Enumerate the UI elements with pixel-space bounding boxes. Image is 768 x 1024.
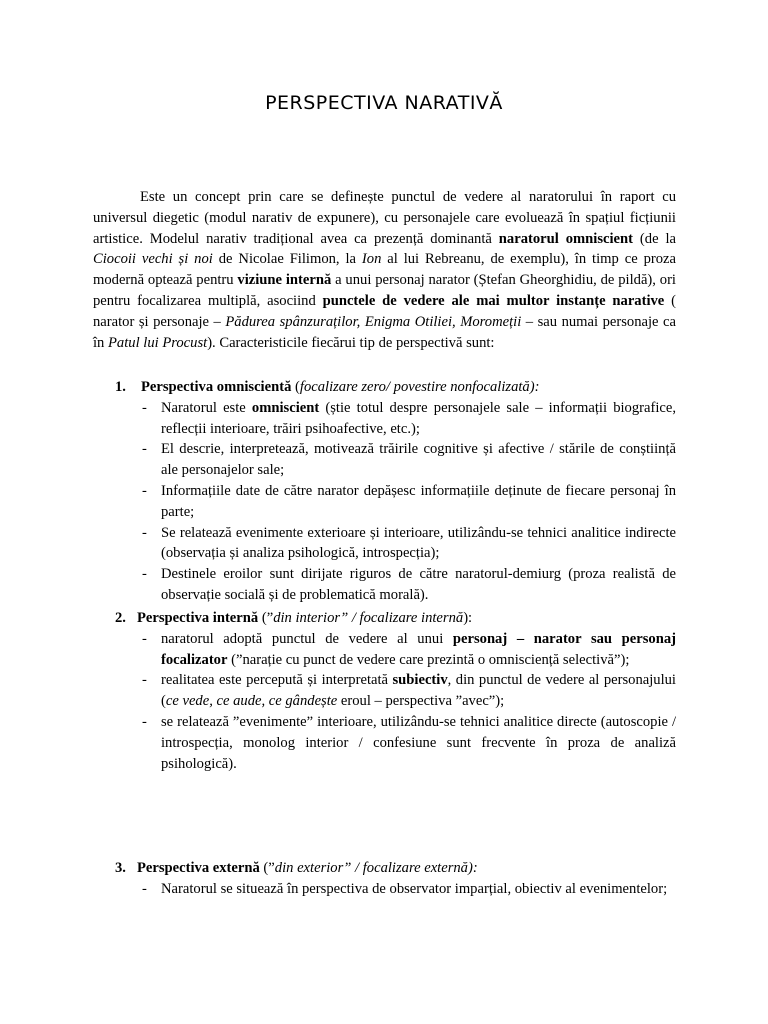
page-title: PERSPECTIVA NARATIVĂ [265,92,503,114]
item-text: Informațiile date de către narator depășesc informațiile deținute de fiecare personaj în parte; [161,482,676,520]
item-text: realitatea este percepută și interpretată [161,672,393,689]
section-heading [93,377,676,398]
intro-paragraph [93,187,676,353]
list-item [139,629,676,671]
intro-text: al lui Rebreanu, de exemplu), în timp ce proza modernă optează pentru [93,251,676,289]
section-heading [93,858,676,879]
intro-text: Este un concept prin care se definește punctul de vedere al naratorului în raport cu universul diegetic (modul narativ de expunere), cu personajele care evoluează în spațiul ficțiunii artistice. Modelul narativ tradițional avea ca prezență dominantă [93,189,676,247]
intro-text: ( narator și personaje – [93,292,677,330]
bullet-list [93,879,676,900]
section-external [93,858,676,900]
intro-italic: Ion [361,251,382,268]
dash-bullet: - [142,524,147,541]
section-title-open: (” [258,610,274,626]
item-text: Destinele eroilor sunt dirijate riguros de către naratorul-demiurg (proza realistă de observație socială și de problematică morală). [161,566,676,603]
list-item [139,439,676,481]
section-title [115,858,676,879]
intro-text: a unui personaj narator (Ștefan Gheorghidiu, de pildă), ori pentru focalizarea multiplă, asociind [93,272,676,309]
item-text: (”narație cu punct de vedere care prezintă o omnisciență selectivă”); [227,651,630,668]
intro-italic: Pădurea spânzuraților, Enigma Otiliei, Moromeții [225,313,522,330]
item-bold: subiectiv [392,672,448,689]
section-title-open: (” [259,860,275,876]
bullet-list [93,398,676,606]
item-text: El descrie, interpretează, motivează trăirile cognitive și afective / stările de conștiință ale personajelor sale; [161,441,676,479]
section-title [115,377,676,398]
dash-bullet: - [142,441,147,458]
item-text: Se relatează evenimente exterioare și interioare, utilizându-se tehnici analitice indirecte (observația și analiza psihologică, introspecția); [161,524,676,562]
list-item [139,398,676,440]
section-omniscient [93,377,676,606]
item-text: naratorul adoptă punctul de vedere al unui [161,630,453,647]
section-title-bold: Perspectiva omniscientă [141,379,292,395]
section-internal [93,608,676,774]
item-italic: ce vede, ce aude, ce gândește [165,693,338,710]
dash-bullet: - [142,672,147,689]
intro-text: (de la [633,230,676,247]
intro-bold: naratorul omniscient [498,230,633,247]
intro-italic: Ciocoii vechi și noi [93,251,213,268]
section-title-bold: Perspectiva externă [137,860,260,876]
item-text: se relatează ”evenimente” interioare, utilizându-se tehnici analitice directe (autoscopie / introspecția, monolog interior / confesiune sunt frecvente în proza de analiză psihologică). [161,713,676,772]
section-title-italic: din exterior” / focalizare externă): [274,860,478,876]
section-title-bold: Perspectiva internă [137,610,259,626]
section-number: 1. [115,379,126,395]
item-text: Naratorul este [161,399,252,416]
dash-bullet: - [142,482,147,499]
intro-bold: punctele de vedere ale mai multor instanțe narative [322,292,665,309]
section-title-italic: focalizare zero/ povestire nonfocalizată): [299,379,540,395]
list-item [139,670,676,712]
item-bold: personaj – narator sau personaj focalizator [161,630,676,668]
list-item [139,712,676,774]
dash-bullet: - [142,566,147,583]
list-item [139,523,676,565]
intro-text: – sau numai personaje ca în [93,313,676,351]
item-text: eroul – perspectiva ”avec”); [337,693,505,710]
section-title-close: ): [463,610,473,626]
list-item [139,481,676,523]
item-text: (știe totul despre personajele sale – informații biografice, reflecții interioare, trăiri psihoafective, etc.); [161,399,676,437]
dash-bullet: - [142,630,147,647]
section-title [115,608,676,629]
section-number: 3. [115,860,126,876]
section-title-open: ( [291,379,300,395]
dash-bullet: - [142,880,147,897]
intro-text: ). Caracteristicile fiecărui tip de perspectivă sunt: [207,334,495,351]
item-text: Naratorul se situează în perspectiva de observator imparțial, obiectiv al evenimentelor; [161,880,668,897]
section-heading [93,608,676,629]
intro-bold: viziune internă [237,272,332,289]
intro-italic: Patul lui Procust [108,334,208,351]
dash-bullet: - [142,713,147,730]
bullet-list [93,629,676,775]
section-number: 2. [115,610,126,626]
list-item [139,879,676,900]
item-text: , din punctul de vedere al personajului ( [161,672,676,710]
list-item [139,564,676,606]
section-title-italic: din interior” / focalizare internă [273,610,464,626]
dash-bullet: - [142,399,147,416]
item-bold: omniscient [251,399,320,416]
intro-text: de Nicolae Filimon, la [212,251,362,268]
